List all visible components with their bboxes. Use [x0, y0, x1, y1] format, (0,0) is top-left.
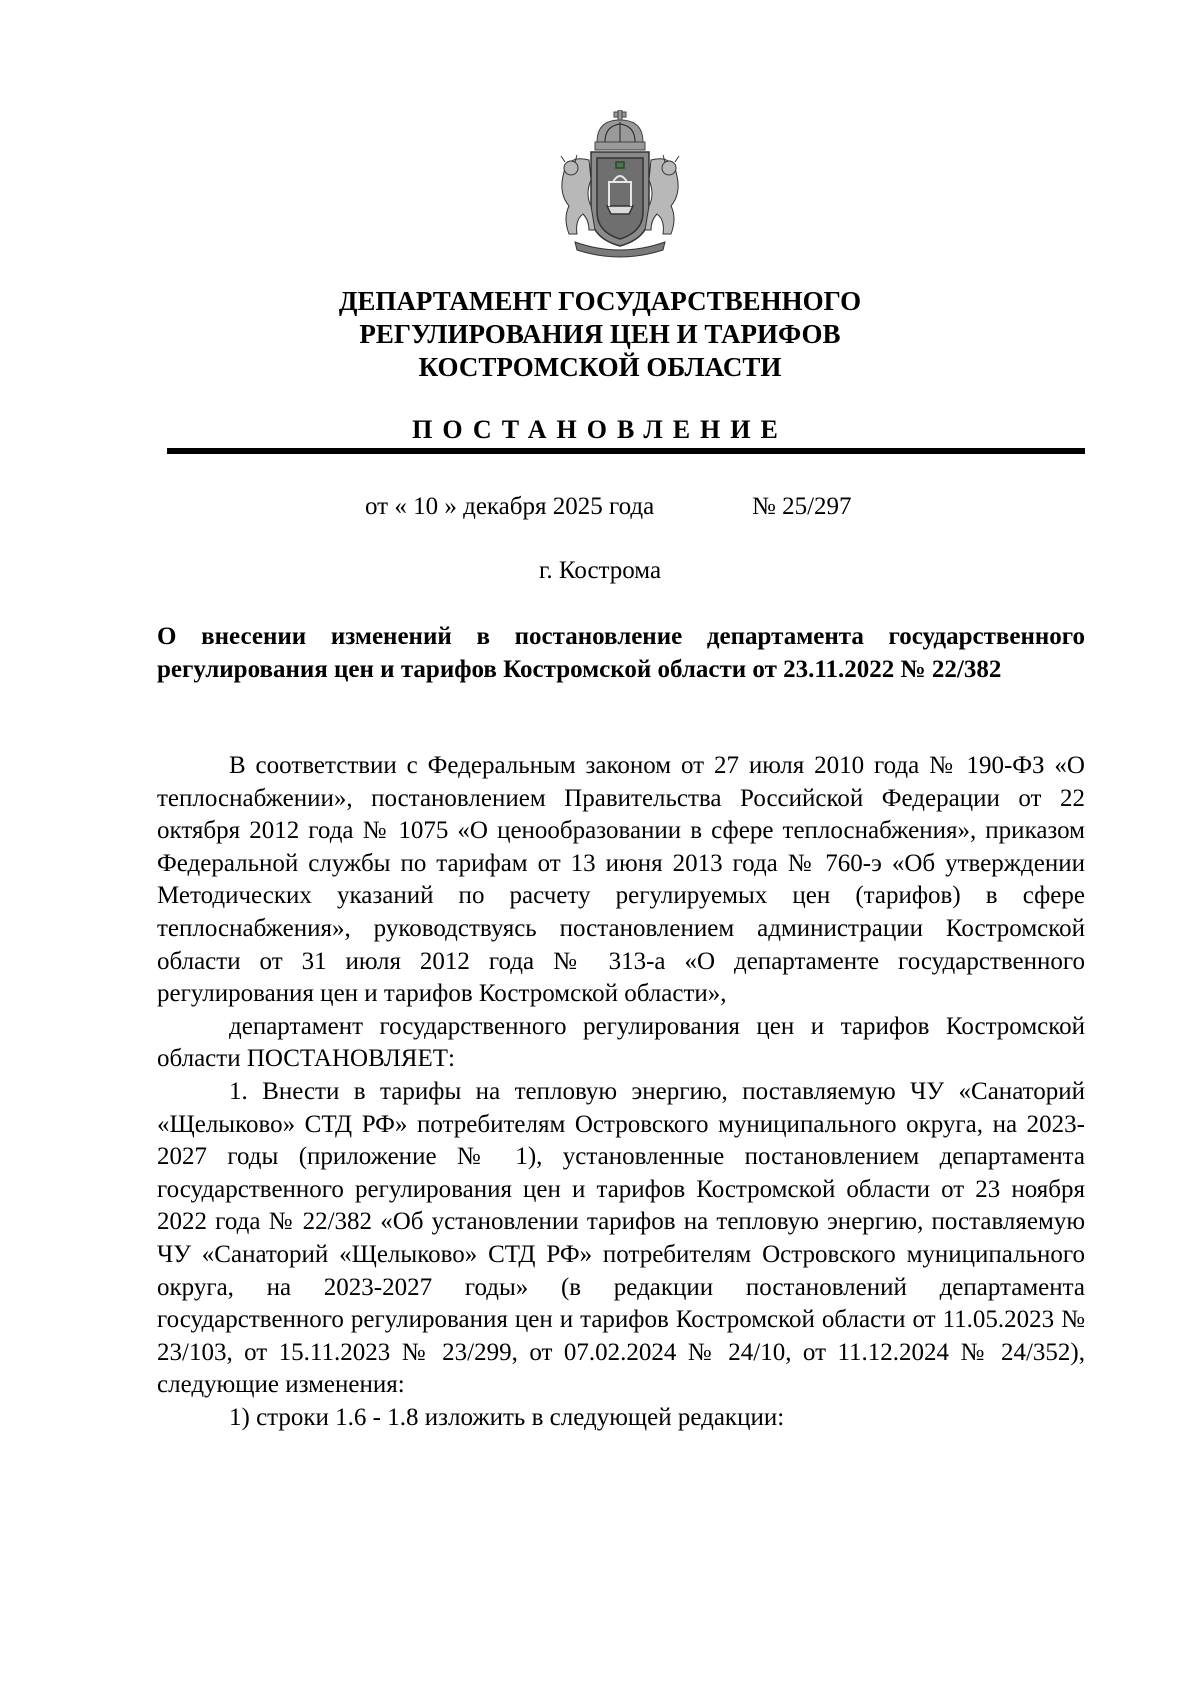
- department-title-line-1: ДЕПАРТАМЕНТ ГОСУДАРСТВЕННОГО: [338, 286, 862, 316]
- department-title-line-2: РЕГУЛИРОВАНИЯ ЦЕН И ТАРИФОВ: [359, 319, 841, 349]
- document-body: [157, 750, 1085, 1434]
- document-subject: О внесении изменений в постановление департамента государственного регулирования цен и тарифов Костромской области от 23.11.2022 № 22/382: [157, 623, 1085, 683]
- header-divider: [167, 448, 1085, 454]
- body-paragraph: В соответствии с Федеральным законом от 27 июля 2010 года № 190-ФЗ «О теплоснабжении», постановлением Правительства Российской Федерации от 22 октября 2012 года № 1075 «О ценообразовании в сфере теплоснабжения», приказом Федеральной службы по тарифам от 13 июня 2013 года № 760-э «Об утверждении Методических указаний по расчету регулируемых цен (тарифов) в сфере теплоснабжения», руководствуясь постановлением администрации Костромской области от 31 июля 2012 года № 313-а «О департаменте государственного регулирования цен и тарифов Костромской области»,: [157, 752, 1085, 1008]
- document-type-heading: ПОСТАНОВЛЕНИЕ: [412, 415, 788, 444]
- body-paragraph: 1. Внести в тарифы на тепловую энергию, поставляемую ЧУ «Санаторий «Щелыково» СТД РФ» потребителям Островского муниципального округа, на 2023-2027 годы (приложение № 1), установленные постановлением департамента государственного регулирования цен и тарифов Костромской области от 23 ноября 2022 года № 22/382 «Об установлении тарифов на тепловую энергию, поставляемую ЧУ «Санаторий «Щелыково» СТД РФ» потребителям Островского муниципального округа, на 2023-2027 годы» (в редакции постановлений департамента государственного регулирования цен и тарифов Костромской области от 11.05.2023 № 23/103, от 15.11.2023 № 23/299, от 07.02.2024 № 24/10, от 11.12.2024 № 24/352), следующие изменения:: [157, 1077, 1085, 1399]
- coat-of-arms-icon: [545, 110, 695, 260]
- body-paragraph: департамент государственного регулирования цен и тарифов Костромской области ПОСТАНОВЛЯЕТ:: [157, 1012, 1085, 1073]
- department-title-line-3: КОСТРОМСКОЙ ОБЛАСТИ: [418, 352, 782, 382]
- document-number: № 25/297: [752, 493, 852, 520]
- body-paragraph: 1) строки 1.6 - 1.8 изложить в следующей редакции:: [229, 1403, 785, 1431]
- document-date: от « 10 » декабря 2025 года: [365, 493, 655, 520]
- document-city: г. Кострома: [538, 557, 662, 584]
